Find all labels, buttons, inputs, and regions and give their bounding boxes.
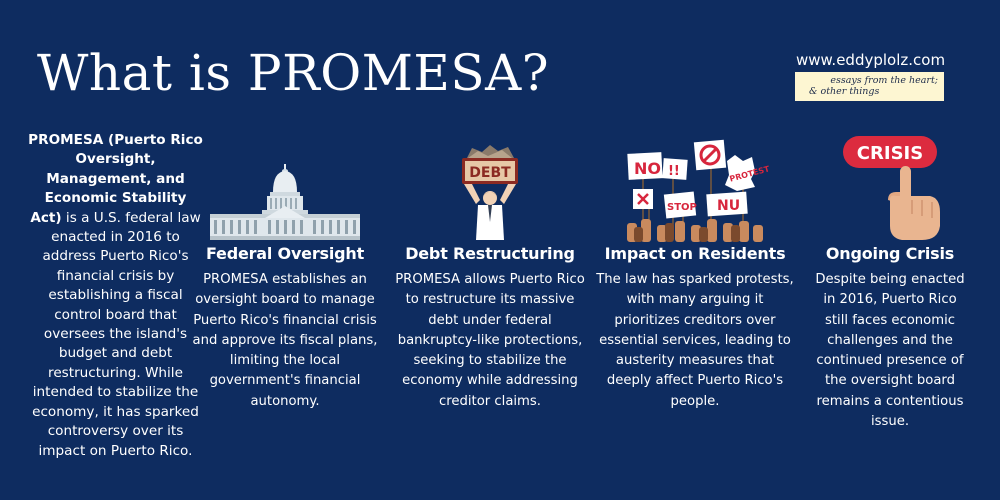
debt-sign-text: DEBT [469,165,511,181]
sign-protest-text: PROTEST [728,164,771,184]
protest-signs-icon [625,137,771,242]
intro-bold: PROMESA (Puerto Rico Oversight, Management, and Economic Stability Act) [28,132,203,226]
tagline-line-1: essays from the heart; [830,75,938,86]
body-federal-oversight: PROMESA establishes an oversight board to manage Puerto Rico's financial crisis and approve its fiscal plans, limiting the local government's financial autonomy. [192,272,378,409]
crisis-button-text: CRISIS [856,143,924,164]
intro-text [28,131,203,461]
column-impact-on-residents [595,130,795,412]
heading-debt-restructuring: Debt Restructuring [405,244,575,263]
body-impact-on-residents: The law has sparked protests, with many arguing it prioritizes creditors over essential services, leading to austerity measures that deeply affect Puerto Rico's people. [596,272,794,409]
page-title: What is PROMESA? [37,44,550,102]
heading-impact-on-residents: Impact on Residents [604,244,786,263]
column-federal-oversight [185,130,385,412]
column-ongoing-crisis [790,130,990,432]
tagline-line-2: & other things [809,86,880,97]
heading-federal-oversight: Federal Oversight [205,244,365,263]
sign-no-text: NO [634,159,661,178]
capitol-building-icon [210,162,360,242]
sign-stop-text: STOP [667,202,697,213]
tagline-box [795,72,944,101]
site-url: www.eddyplolz.com [796,51,946,69]
intro-body: is a U.S. federal law enacted in 2016 to address Puerto Rico's financial crisis by establishing a fiscal control board that oversees the island's budget and debt restructuring. While intended to stabilize the economy, it has sparked controversy over its impact on Puerto Rico. [32,209,201,459]
sign-exclaim-text: !! [668,164,680,179]
sign-nu-text: NU [717,198,741,214]
body-ongoing-crisis: Despite being enacted in 2016, Puerto Rico still faces economic challenges and the continued presence of the oversight board remains a contentious issue. [815,272,965,430]
heading-ongoing-crisis: Ongoing Crisis [825,244,955,263]
body-debt-restructuring: PROMESA allows Puerto Rico to restructure its massive debt under federal bankruptcy-like protections, seeking to stabilize the economy while addressing creditor claims. [395,272,585,409]
column-debt-restructuring [390,130,590,412]
crisis-button-icon [840,134,940,242]
debt-burden-icon [458,142,522,242]
